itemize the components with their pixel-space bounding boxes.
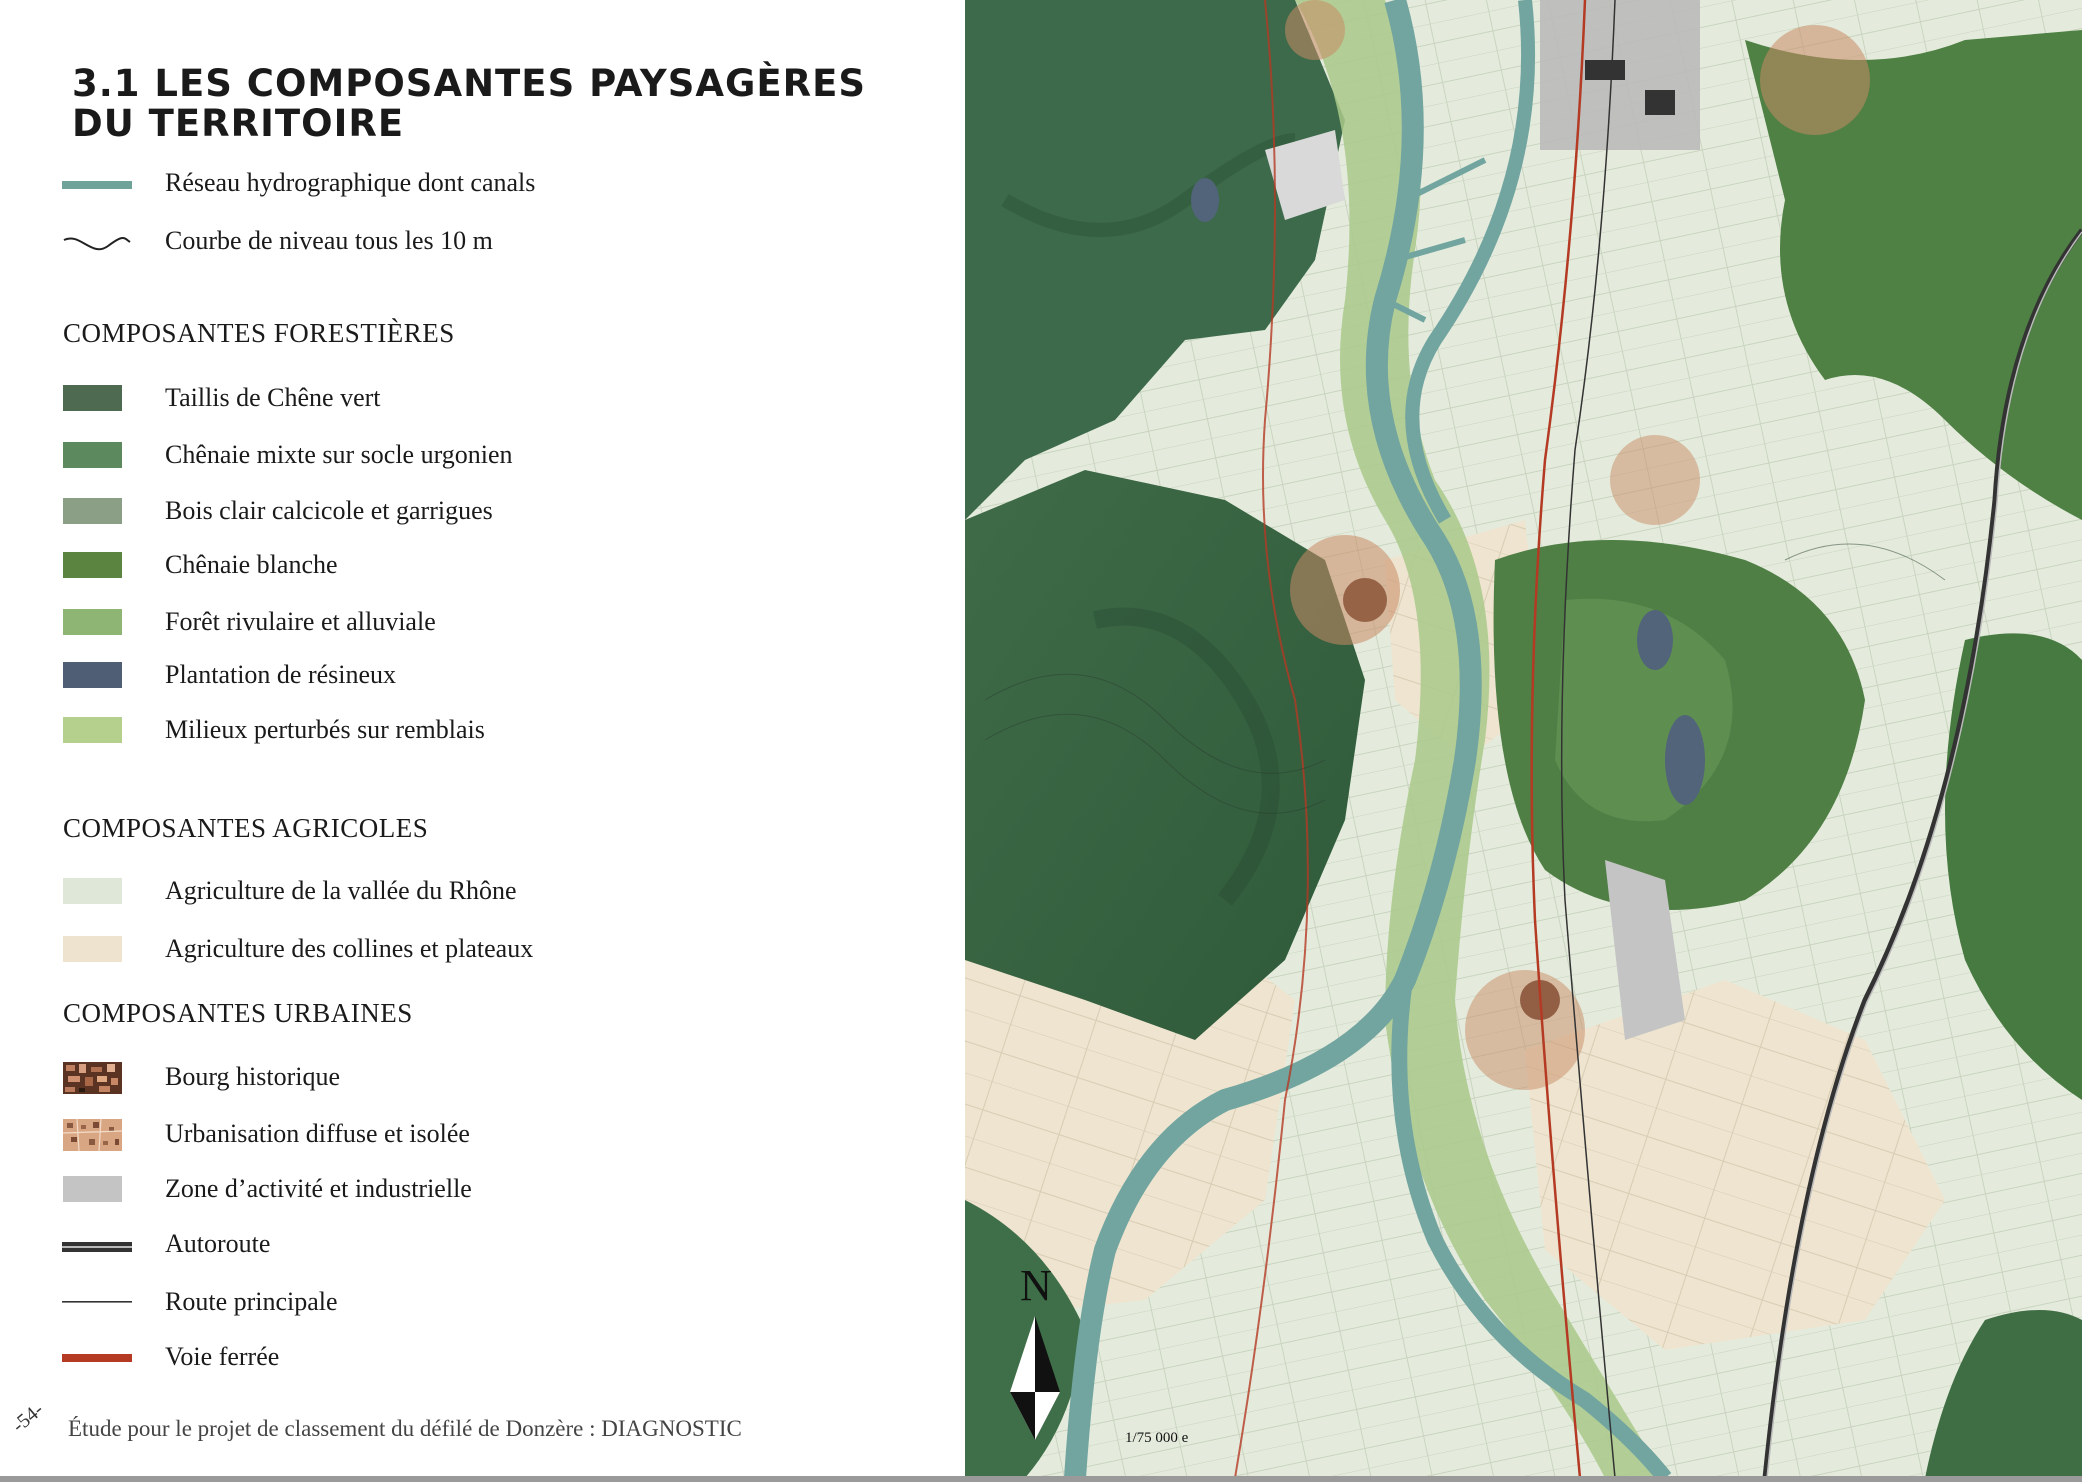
diffuse-urban-area — [1760, 25, 1870, 135]
diffuse-urban-area — [1290, 535, 1400, 645]
legend-item-urban — [60, 1227, 760, 1261]
legend-label: Zone d’activité et industrielle — [165, 1174, 472, 1203]
legend-item-urban — [60, 1117, 760, 1151]
color-swatch — [63, 498, 122, 524]
diffuse-urban-area — [1285, 0, 1345, 60]
legend-label: Chênaie blanche — [165, 550, 338, 579]
legend-item-forest — [60, 438, 760, 472]
legend-label: Courbe de niveau tous les 10 m — [165, 226, 493, 255]
legend-item-forest — [60, 658, 760, 692]
legend-item-contour — [60, 224, 760, 258]
color-swatch — [63, 609, 122, 635]
color-swatch — [63, 717, 122, 743]
contour-line-icon — [62, 230, 132, 254]
legend-label: Route principale — [165, 1287, 338, 1316]
color-swatch — [63, 878, 122, 904]
legend-label: Autoroute — [165, 1229, 271, 1258]
legend-label: Bourg historique — [165, 1062, 341, 1091]
conifer-plantation-area — [1637, 610, 1673, 670]
legend-item-agri — [60, 932, 760, 966]
legend-label: Forêt rivulaire et alluviale — [165, 607, 436, 636]
color-swatch — [63, 936, 122, 962]
legend-item-forest — [60, 494, 760, 528]
north-label: N — [1020, 1261, 1052, 1310]
section-heading-urban: COMPOSANTES URBAINES — [63, 998, 413, 1028]
page-number: -54- — [8, 1398, 48, 1437]
legend-item-forest — [60, 548, 760, 582]
legend-item-urban — [60, 1172, 760, 1206]
diffuse-urban-area — [1465, 970, 1585, 1090]
bottom-rule — [0, 1476, 2082, 1482]
color-swatch — [63, 1176, 122, 1202]
diffuse-urban-area — [1610, 435, 1700, 525]
water-line-icon — [62, 178, 132, 190]
road-line-icon — [62, 1299, 132, 1305]
motorway-line-icon — [62, 1241, 132, 1253]
legend-label: Plantation de résineux — [165, 660, 397, 689]
legend-label: Urbanisation diffuse et isolée — [165, 1119, 470, 1148]
legend-label: Voie ferrée — [165, 1342, 280, 1371]
color-swatch — [63, 662, 122, 688]
footer-text: Étude pour le projet de classement du défilé de Donzère : DIAGNOSTIC — [68, 1416, 742, 1441]
legend-item-urban — [60, 1060, 760, 1094]
historic-town-pattern-icon — [63, 1062, 122, 1094]
landscape-map — [965, 0, 2082, 1478]
legend-item-agri — [60, 874, 760, 908]
legend-panel — [0, 0, 965, 1482]
legend-item-forest — [60, 713, 760, 747]
diffuse-urban-pattern-icon — [63, 1119, 122, 1151]
legend-label: Agriculture des collines et plateaux — [165, 934, 534, 963]
legend-label: Réseau hydrographique dont canals — [165, 168, 536, 197]
railway-line-icon — [62, 1352, 132, 1364]
legend-item-water — [60, 166, 760, 200]
section-heading-agri: COMPOSANTES AGRICOLES — [63, 813, 429, 843]
legend-item-urban — [60, 1285, 760, 1319]
conifer-plantation-area — [1665, 715, 1705, 805]
conifer-plantation-area — [1191, 178, 1219, 222]
legend-label: Taillis de Chêne vert — [165, 383, 381, 412]
section-heading-forest: COMPOSANTES FORESTIÈRES — [63, 318, 455, 348]
color-swatch — [63, 552, 122, 578]
legend-label: Chênaie mixte sur socle urgonien — [165, 440, 513, 469]
legend-item-forest — [60, 381, 760, 415]
map-scale: 1/75 000 e — [1125, 1430, 1189, 1446]
legend-item-forest — [60, 605, 760, 639]
color-swatch — [63, 385, 122, 411]
legend-label: Agriculture de la vallée du Rhône — [165, 876, 517, 905]
map-panel — [965, 0, 2082, 1478]
page-title: 3.1 LES COMPOSANTES PAYSAGÈRES DU TERRITOIRE — [72, 62, 867, 145]
color-swatch — [63, 442, 122, 468]
legend-item-urban — [60, 1340, 760, 1374]
legend-label: Bois clair calcicole et garrigues — [165, 496, 493, 525]
legend-label: Milieux perturbés sur remblais — [165, 715, 485, 744]
